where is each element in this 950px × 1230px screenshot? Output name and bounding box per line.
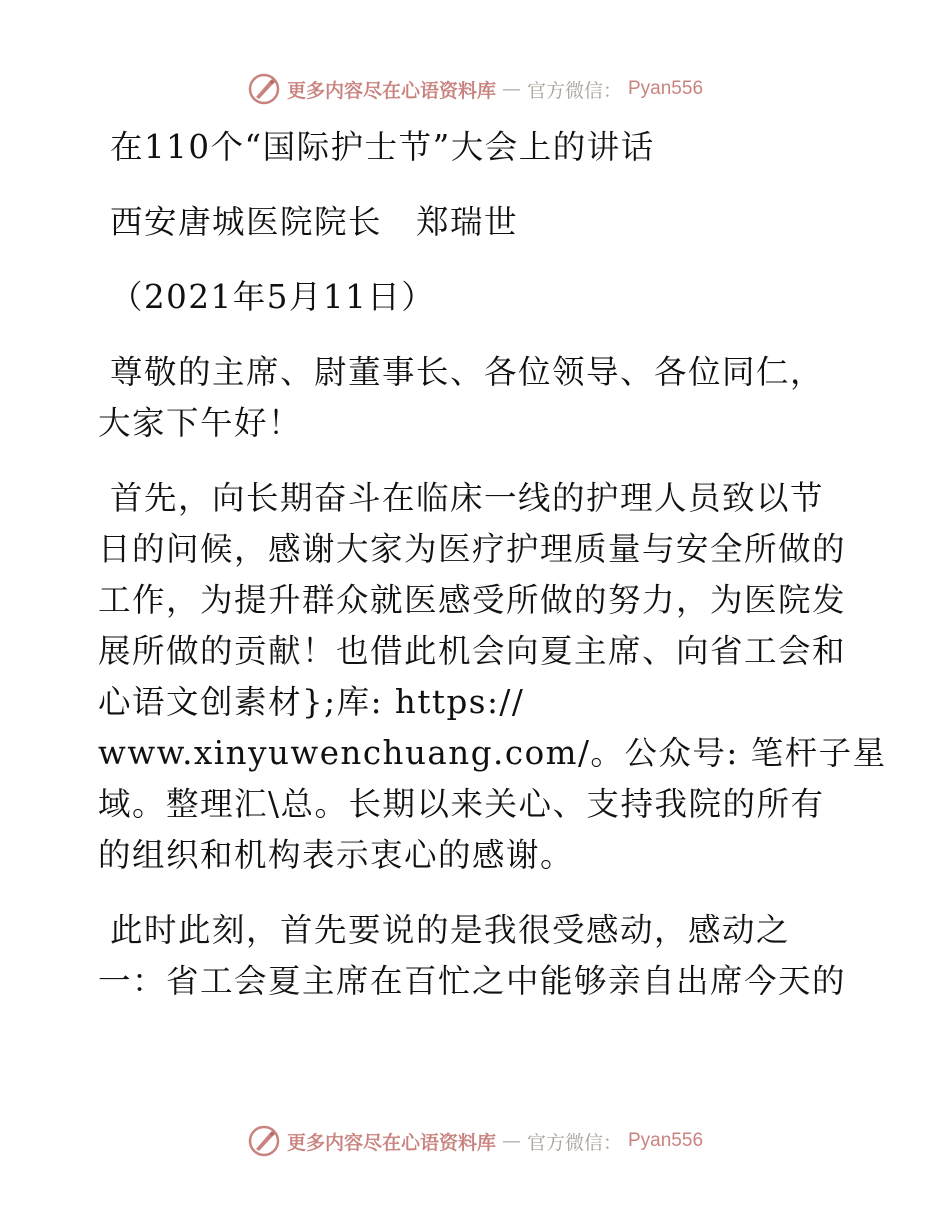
pen-logo-icon — [247, 72, 281, 106]
footer-watermark — [0, 1124, 950, 1158]
paragraph-line: 此时此刻，首先要说的是我很受感动，感动之 — [110, 911, 791, 949]
paragraph-line: 心语文创素材};库: https:// — [98, 683, 525, 721]
paragraph-line: 一：省工会夏主席在百忙之中能够亲自出席今天的 — [98, 962, 847, 1000]
paragraph-line: 首先，向长期奋斗在临床一线的护理人员致以节 — [110, 479, 825, 517]
watermark-separator: — — [501, 78, 521, 100]
header-watermark — [0, 72, 950, 106]
watermark-wechat-id: Pyan556 — [628, 78, 704, 99]
paragraph-line: 的组织和机构表示衷心的感谢。 — [98, 836, 575, 874]
watermark-brand: 更多内容尽在心语资料库 — [286, 1131, 496, 1154]
document-title: 在110个“国际护士节”大会上的讲话 — [110, 128, 655, 166]
document-author: 西安唐城医院院长 郑瑞世 — [110, 203, 519, 241]
watermark-brand: 更多内容尽在心语资料库 — [286, 79, 496, 102]
pen-logo-icon — [247, 1124, 281, 1158]
paragraph-line: 展所做的贡献！也借此机会向夏主席、向省工会和 — [98, 632, 847, 670]
watermark-label: 官方微信： — [526, 1131, 622, 1154]
watermark-label: 官方微信： — [526, 79, 622, 102]
paragraph-line: www.xinyuwenchuang.com/。公众号: 笔杆子星 — [98, 734, 887, 772]
watermark-separator: — — [501, 1130, 521, 1152]
document-body — [98, 122, 887, 1007]
paragraph-line: 日的问候，感谢大家为医疗护理质量与安全所做的 — [98, 530, 847, 568]
paragraph-line: 域。整理汇\总。长期以来关心、支持我院的所有 — [98, 785, 825, 823]
greeting-line: 大家下午好！ — [98, 404, 303, 442]
document-date: （2021年5月11日） — [110, 278, 436, 316]
watermark-wechat-id: Pyan556 — [628, 1130, 704, 1151]
paragraph-line: 工作，为提升群众就医感受所做的努力，为医院发 — [98, 581, 847, 619]
greeting-line: 尊敬的主席、尉董事长、各位领导、各位同仁， — [110, 353, 825, 391]
